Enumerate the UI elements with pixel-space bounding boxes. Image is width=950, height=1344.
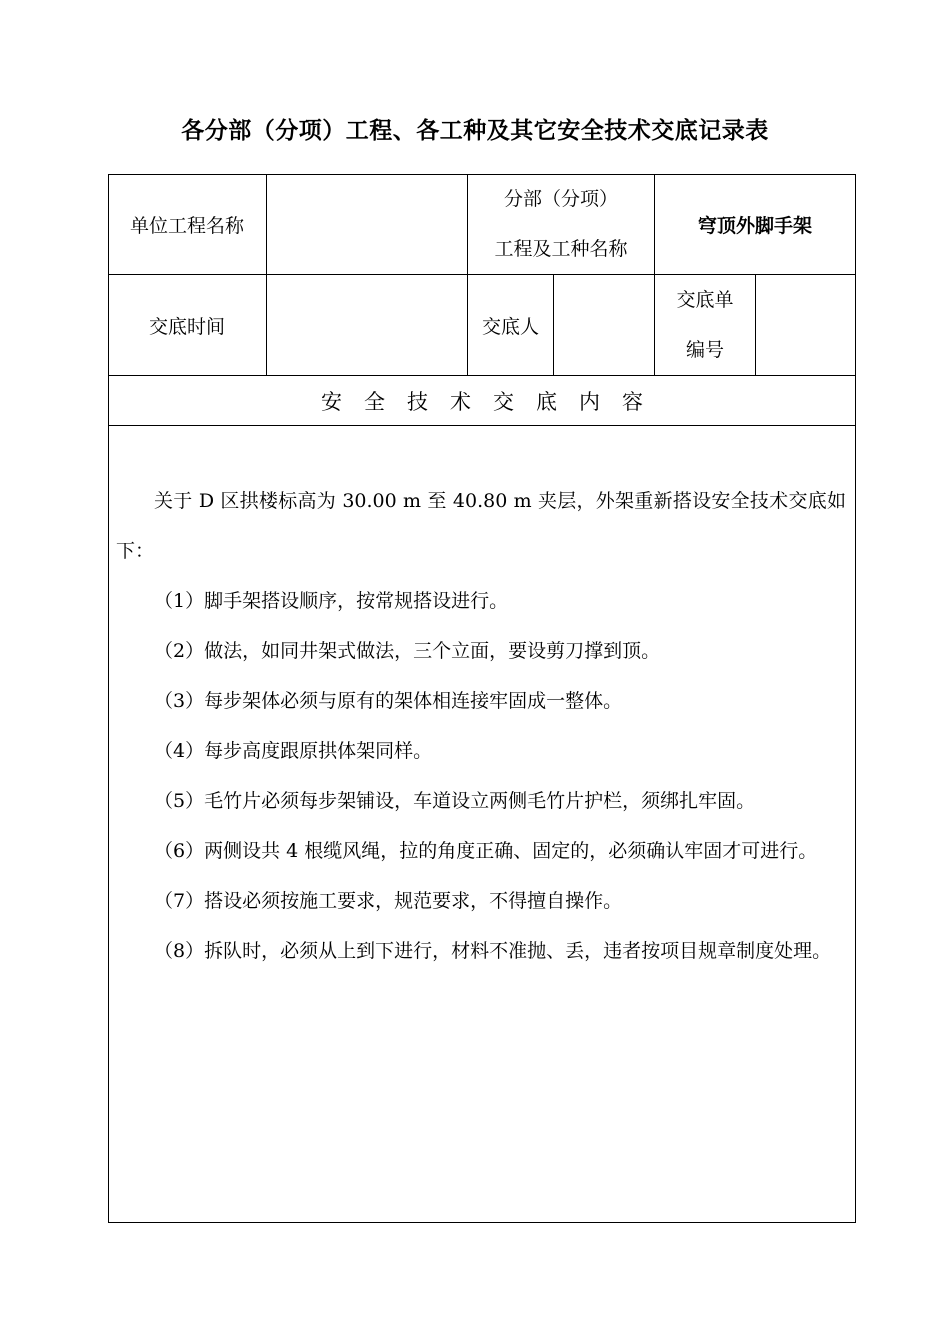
document-title: 各分部（分项）工程、各工种及其它安全技术交底记录表: [181, 117, 769, 144]
content-paragraph: （2）做法，如同井架式做法，三个立面，要设剪刀撑到顶。: [154, 640, 661, 662]
briefing-content: [116, 476, 846, 976]
content-paragraph: 关于 D 区拱楼标高为 30.00 m 至 40.80 m 夹层，外架重新搭设安全技术交底如下：: [116, 490, 846, 562]
content-paragraph: （4）每步高度跟原拱体架同样。: [154, 740, 433, 762]
content-paragraph: （8）拆队时，必须从上到下进行，材料不准抛、丢，违者按项目规章制度处理。: [154, 940, 832, 962]
subproject-label: [468, 174, 654, 274]
briefing-number-label: [655, 275, 755, 375]
briefer-label: 交底人: [481, 315, 539, 338]
table-border-bottom: [108, 1222, 856, 1223]
section-title: 安全技术交底内容: [321, 390, 665, 414]
subproject-label-line1: 分部（分项）: [503, 188, 618, 210]
briefing-number-label-line1: 交底单: [676, 289, 734, 311]
briefer-value: [554, 275, 654, 375]
content-paragraph: （5）毛竹片必须每步架铺设，车道设立两侧毛竹片护栏，须绑扎牢固。: [154, 790, 756, 812]
unit-project-label: 单位工程名称: [129, 214, 244, 237]
content-paragraph: （7）搭设必须按施工要求，规范要求，不得擅自操作。: [154, 890, 623, 912]
briefing-number-value: [756, 275, 855, 375]
unit-project-value: [267, 174, 467, 274]
content-paragraph: （1）脚手架搭设顺序，按常规搭设进行。: [154, 590, 509, 612]
briefing-time-label: 交底时间: [148, 315, 225, 338]
briefing-time-value: [267, 275, 467, 375]
content-paragraph: （6）两侧设共 4 根缆风绳，拉的角度正确、固定的，必须确认牢固才可进行。: [154, 840, 818, 862]
subproject-value: 穹顶外脚手架: [697, 214, 812, 237]
safety-briefing-table: [108, 174, 856, 1223]
table-border-right: [855, 174, 856, 1223]
subproject-label-line2: 工程及工种名称: [494, 238, 628, 260]
content-paragraph: （3）每步架体必须与原有的架体相连接牢固成一整体。: [154, 690, 623, 712]
briefing-number-label-line2: 编号: [685, 339, 724, 361]
